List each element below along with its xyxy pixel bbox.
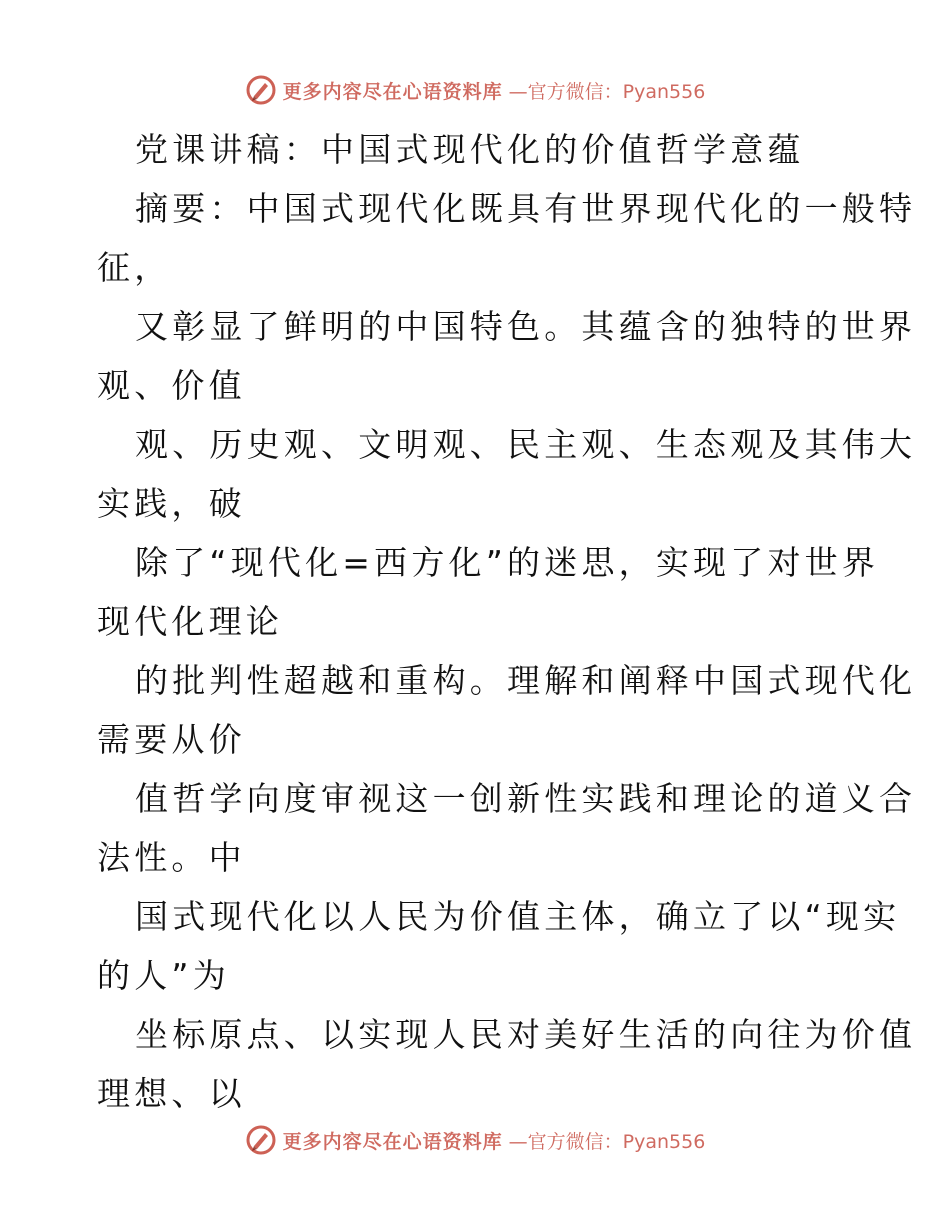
text-line: 实践，破 [97,484,246,523]
pen-logo-icon [245,1124,277,1156]
text-line: 党课讲稿：中国式现代化的价值哲学意蕴 [135,130,805,169]
banner-wechat: —官方微信：Pyan556 [508,1130,706,1153]
text-line: 现代化理论 [97,602,283,641]
text-line: 观、历史观、文明观、民主观、生态观及其伟大 [135,425,917,464]
text-line: 摘要：中国式现代化既具有世界现代化的一般特 [135,189,917,228]
text-line: 除了“现代化=西方化”的迷思，实现了对世界 [135,543,880,582]
text-line: 法性。中 [97,838,246,877]
text-line: 坐标原点、以实现人民对美好生活的向往为价值 [135,1015,917,1054]
document-body [97,120,917,1123]
header-banner [0,70,950,110]
text-line: 的人”为 [97,956,230,995]
text-line: 的批判性超越和重构。理解和阐释中国式现代化 [135,661,917,700]
footer-banner [0,1120,950,1160]
pen-logo-icon [245,74,277,106]
text-line: 又彰显了鲜明的中国特色。其蕴含的独特的世界 [135,307,917,346]
text-line: 征， [97,248,172,287]
banner-title: 更多内容尽在心语资料库 [282,80,503,103]
text-line: 需要从价 [97,720,246,759]
banner-title: 更多内容尽在心语资料库 [282,1130,503,1153]
text-line: 国式现代化以人民为价值主体，确立了以“现实 [135,897,901,936]
text-line: 理想、以 [97,1074,246,1113]
text-line: 观、价值 [97,366,246,405]
text-line: 值哲学向度审视这一创新性实践和理论的道义合 [135,779,917,818]
banner-wechat: —官方微信：Pyan556 [508,80,706,103]
